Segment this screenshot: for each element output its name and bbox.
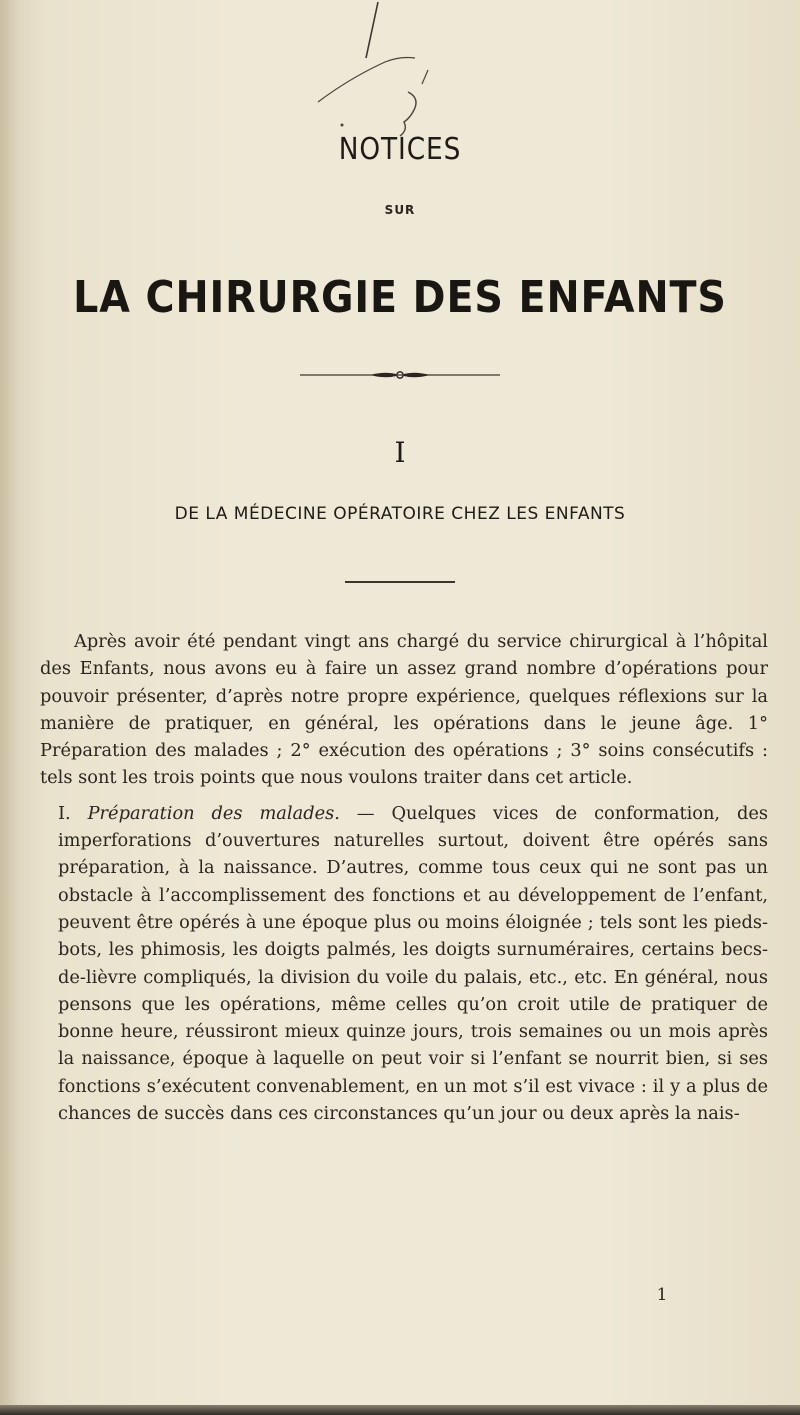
section-heading: DE LA MÉDECINE OPÉRATOIRE CHEZ LES ENFANTS xyxy=(174,504,626,524)
page-number: 1 xyxy=(656,1285,668,1305)
paragraph-preparation xyxy=(40,800,768,1128)
heading-rule xyxy=(345,581,455,583)
title-notices: NOTICES xyxy=(338,132,462,167)
ornamental-divider xyxy=(300,368,500,382)
section-number: I xyxy=(394,436,406,469)
paragraph-text: — Quelques vices de conformation, des imperforations d’ouvertures naturelles surtout, doivent être opérés sans préparation, à la naissance. D’autres, comme tous ceux qui ne sont pas un obstacle à l’accomplissement des fonctions et au développement de l’enfant, peuvent être opérés à une époque plus ou moins éloignée ; tels sont les pieds-bots, les phimosis, les doigts palmés, les doigts surnuméraires, certains becs-de-lièvre compliqués, la division du voile du palais, etc., etc. En général, nous pensons que les opérations, même celles qu’on croit utile de pratiquer de bonne heure, réussiront mieux quinze jours, trois semaines ou un mois après la naissance, époque à laquelle on peut voir si l’enfant se nourrit bien, si ses fonctions s’exécutent convenablement, en un mot s’il est vivace : il y a plus de chances de succès dans ces circonstances qu’un jour ou deux après la nais- xyxy=(58,802,769,1125)
paragraph-title: Préparation des malades. xyxy=(87,802,340,824)
body-text xyxy=(40,628,768,1127)
paragraph-intro: Après avoir été pendant vingt ans chargé du service chirurgical à l’hôpital des Enfants, nous avons eu à faire un assez grand nombre d’opérations pour pouvoir présenter, d’après notre propre expérience, quelques réflexions sur la manière de pratiquer, en général, les opérations dans le jeune âge. 1° Préparation des malades ; 2° exécution des opérations ; 3° soins consécutifs : tels sont les trois points que nous voulons traiter dans cet article. xyxy=(40,631,768,789)
main-title: LA CHIRURGIE DES ENFANTS xyxy=(73,272,727,323)
title-sur: SUR xyxy=(384,203,416,217)
pencil-scribble xyxy=(280,0,480,140)
scan-edge xyxy=(0,1405,800,1415)
paragraph-number: I. xyxy=(58,802,71,824)
